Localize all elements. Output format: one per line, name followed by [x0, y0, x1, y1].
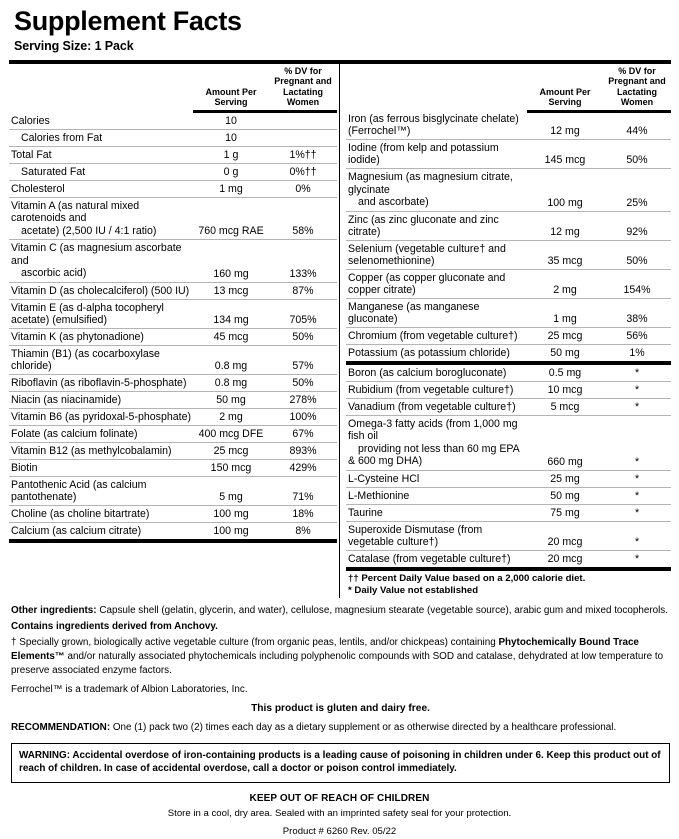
table-header-row [9, 64, 337, 111]
lower-text-block [11, 604, 670, 736]
allergen-statement: Contains ingredients derived from Anchovy. [11, 620, 218, 632]
nutrient-daily-value: * [603, 550, 671, 569]
header-amount-line1: Amount Per [539, 86, 591, 97]
nutrient-name-line2: acetate) (2,500 IU / 4:1 ratio) [21, 224, 157, 237]
table-row [9, 442, 337, 459]
nutrient-name-line2: ascorbic acid) [21, 267, 87, 280]
nutrient-daily-value: * [603, 470, 671, 487]
nutrient-daily-value: 67% [269, 425, 337, 442]
header-dv-line3: Lactating Women [282, 86, 323, 107]
dagger-footnote-part1: † Specially grown, biologically active vegetable culture (from organic peas, lentils, and/or chickpeas) containing [11, 636, 499, 648]
nutrient-name: Catalase (from vegetable culture†) [346, 550, 527, 569]
nutrient-name: Saturated Fat [9, 163, 193, 180]
nutrient-name: Taurine [346, 504, 527, 521]
nutrient-daily-value: 92% [603, 211, 671, 240]
table-footnotes [346, 571, 671, 598]
nutrient-daily-value: * [603, 398, 671, 415]
nutrient-amount: 160 mg [193, 240, 269, 283]
nutrient-amount: 100 mg [527, 169, 603, 212]
nutrient-daily-value: 1% [603, 344, 671, 363]
right-nutrient-table [346, 64, 671, 570]
nutrient-name: Vitamin D (as cholecalciferol) (500 IU) [9, 282, 193, 299]
nutrient-name [9, 240, 193, 283]
nutrient-daily-value: * [603, 504, 671, 521]
nutrient-name: Zinc (as zinc gluconate and zinc citrate) [346, 211, 527, 240]
nutrient-amount: 2 mg [193, 408, 269, 425]
nutrient-amount: 45 mcg [193, 328, 269, 345]
nutrient-amount: 400 mcg DFE [193, 425, 269, 442]
nutrient-name [346, 169, 527, 212]
nutrient-daily-value: 8% [269, 522, 337, 541]
table-row [9, 146, 337, 163]
nutrient-daily-value: 87% [269, 282, 337, 299]
nutrient-name: Iron (as ferrous bisglycinate chelate) (Ferrochel™) [346, 111, 527, 140]
nutrient-amount: 25 mg [527, 470, 603, 487]
table-row [9, 408, 337, 425]
header-amount-line1: Amount Per [205, 86, 257, 97]
nutrient-name: Calcium (as calcium citrate) [9, 522, 193, 541]
table-row [346, 240, 671, 269]
nutrient-name: Vitamin K (as phytonadione) [9, 328, 193, 345]
table-row [346, 269, 671, 298]
table-row [346, 550, 671, 569]
nutrient-daily-value: 50% [269, 328, 337, 345]
nutrient-amount: 50 mg [193, 391, 269, 408]
nutrient-name: Copper (as copper gluconate and copper citrate) [346, 269, 527, 298]
nutrient-daily-value: 278% [269, 391, 337, 408]
serving-size: Serving Size: 1 Pack [14, 39, 134, 54]
header-amount-per-serving [193, 64, 269, 111]
nutrient-name [346, 415, 527, 470]
table-row [9, 328, 337, 345]
other-ingredients [11, 604, 670, 618]
dagger-footnote-part2: and/or naturally associated phytochemicals including polyphenolic compounds with SOD and catalase, dehydrated at low temperature to preserve associated enzyme factors. [11, 650, 664, 676]
nutrient-daily-value: 44% [603, 111, 671, 140]
nutrient-name: Rubidium (from vegetable culture†) [346, 381, 527, 398]
nutrient-amount: 134 mg [193, 299, 269, 328]
other-ingredients-label: Other ingredients: [11, 604, 97, 616]
table-row [346, 169, 671, 212]
nutrient-amount: 760 mcg RAE [193, 197, 269, 240]
nutrient-name: Pantothenic Acid (as calcium pantothenate) [9, 476, 193, 505]
header-nutrient [9, 64, 193, 111]
header-dv-line2: Pregnant and [608, 76, 666, 87]
nutrient-name-line1: Magnesium (as magnesium citrate, glycinate [348, 171, 513, 196]
header-percent-dv [603, 64, 671, 111]
table-row [9, 299, 337, 328]
trace-elements-trademark: Phytochemically Bound Trace Elements™ [11, 636, 639, 662]
header-amount-line2: Serving [548, 96, 582, 107]
product-number: Product # 6260 Rev. 05/22 [282, 825, 397, 837]
table-row [9, 111, 337, 129]
nutrient-amount: 10 mcg [527, 381, 603, 398]
nutrient-daily-value: 893% [269, 442, 337, 459]
header-dv-line2: Pregnant and [274, 76, 332, 87]
nutrient-amount: 12 mg [527, 111, 603, 140]
nutrient-amount: 0 g [193, 163, 269, 180]
nutrient-daily-value: 0% [269, 180, 337, 197]
nutrient-daily-value: * [603, 521, 671, 550]
table-row [346, 344, 671, 363]
nutrient-name: Choline (as choline bitartrate) [9, 505, 193, 522]
table-row [346, 211, 671, 240]
dagger-footnote [11, 636, 670, 678]
nutrient-amount: 12 mg [527, 211, 603, 240]
nutrient-amount: 2 mg [527, 269, 603, 298]
nutrient-name: Superoxide Dismutase (from vegetable culture†) [346, 521, 527, 550]
nutrient-amount: 145 mcg [527, 140, 603, 169]
nutrient-name: L-Methionine [346, 487, 527, 504]
nutrient-amount: 5 mcg [527, 398, 603, 415]
table-row [346, 521, 671, 550]
nutrient-daily-value: 38% [603, 298, 671, 327]
left-nutrient-table [9, 64, 337, 542]
nutrient-daily-value: 56% [603, 327, 671, 344]
nutrient-name: Vanadium (from vegetable culture†) [346, 398, 527, 415]
nutrient-amount: 150 mcg [193, 459, 269, 476]
nutrient-amount: 25 mcg [527, 327, 603, 344]
nutrient-daily-value: 154% [603, 269, 671, 298]
table-row [9, 522, 337, 541]
footnote-double-dagger: †† Percent Daily Value based on a 2,000 calorie diet. [348, 572, 586, 584]
nutrient-amount: 0.5 mg [527, 363, 603, 382]
nutrient-name: Calories from Fat [9, 129, 193, 146]
table-row [346, 381, 671, 398]
nutrient-name [9, 197, 193, 240]
storage-instructions: Store in a cool, dry area. Sealed with an imprinted safety seal for your protection. [167, 807, 512, 819]
nutrient-daily-value: 0%†† [269, 163, 337, 180]
nutrient-name: Iodine (from kelp and potassium iodide) [346, 140, 527, 169]
nutrient-daily-value: 429% [269, 459, 337, 476]
table-row [346, 470, 671, 487]
keep-out-of-reach: KEEP OUT OF REACH OF CHILDREN [249, 793, 430, 805]
nutrient-amount: 100 mg [193, 522, 269, 541]
nutrient-daily-value: 133% [269, 240, 337, 283]
recommendation [11, 721, 670, 735]
nutrient-amount: 50 mg [527, 487, 603, 504]
table-row [9, 282, 337, 299]
nutrient-amount: 13 mcg [193, 282, 269, 299]
nutrient-daily-value: 57% [269, 345, 337, 374]
nutrient-amount: 35 mcg [527, 240, 603, 269]
nutrient-name: Thiamin (B1) (as cocarboxylase chloride) [9, 345, 193, 374]
facts-column-left [9, 64, 340, 597]
table-row [346, 415, 671, 470]
nutrient-amount: 660 mg [527, 415, 603, 470]
nutrient-daily-value: * [603, 487, 671, 504]
nutrient-amount: 10 [193, 129, 269, 146]
nutrient-name: Boron (as calcium borogluconate) [346, 363, 527, 382]
nutrient-daily-value: * [603, 381, 671, 398]
nutrient-amount: 0.8 mg [193, 374, 269, 391]
table-row [9, 391, 337, 408]
nutrient-daily-value: 71% [269, 476, 337, 505]
table-row [9, 345, 337, 374]
table-row [9, 374, 337, 391]
nutrient-daily-value: 50% [603, 240, 671, 269]
nutrient-amount: 5 mg [193, 476, 269, 505]
nutrient-daily-value: 1%†† [269, 146, 337, 163]
nutrient-amount: 0.8 mg [193, 345, 269, 374]
table-row [346, 327, 671, 344]
recommendation-label: RECOMMENDATION: [11, 722, 111, 734]
header-dv-line1: % DV for [618, 66, 656, 77]
nutrient-name: Vitamin B12 (as methylcobalamin) [9, 442, 193, 459]
nutrient-daily-value: 18% [269, 505, 337, 522]
nutrient-name: Total Fat [9, 146, 193, 163]
nutrient-amount: 50 mg [527, 344, 603, 363]
gluten-dairy-free-statement: This product is gluten and dairy free. [251, 702, 430, 714]
nutrient-name-line1: Vitamin C (as magnesium ascorbate and [11, 242, 182, 267]
header-dv-line3: Lactating Women [616, 86, 657, 107]
nutrient-name: Folate (as calcium folinate) [9, 425, 193, 442]
nutrient-name: Biotin [9, 459, 193, 476]
nutrient-amount: 10 [193, 111, 269, 129]
nutrient-amount: 25 mcg [193, 442, 269, 459]
nutrient-amount: 1 mg [527, 298, 603, 327]
nutrient-amount: 1 g [193, 146, 269, 163]
table-row [9, 163, 337, 180]
header-amount-per-serving [527, 64, 603, 111]
ferrochel-trademark: Ferrochel™ is a trademark of Albion Laboratories, Inc. [11, 683, 248, 695]
header-percent-dv [269, 64, 337, 111]
nutrient-name-line1: Vitamin A (as natural mixed carotenoids and [11, 199, 140, 225]
nutrient-daily-value: 50% [603, 140, 671, 169]
nutrient-amount: 100 mg [193, 505, 269, 522]
nutrient-daily-value: * [603, 363, 671, 382]
table-row [9, 197, 337, 240]
nutrient-name: L-Cysteine HCl [346, 470, 527, 487]
facts-column-right [340, 64, 671, 597]
table-row [9, 425, 337, 442]
table-row [346, 363, 671, 382]
nutrient-name: Riboflavin (as riboflavin-5-phosphate) [9, 374, 193, 391]
recommendation-text: One (1) pack two (2) times each day as a dietary supplement or as otherwise directed by a healthcare professional. [110, 722, 617, 734]
header-nutrient [346, 64, 527, 111]
nutrient-amount: 20 mcg [527, 550, 603, 569]
footnote-star: * Daily Value not established [348, 585, 479, 597]
nutrient-daily-value: 58% [269, 197, 337, 240]
other-ingredients-text: Capsule shell (gelatin, glycerin, and water), cellulose, magnesium stearate (vegetable source), arabic gum and mixed tocopherols. [96, 604, 668, 616]
nutrient-daily-value: 705% [269, 299, 337, 328]
table-row [346, 111, 671, 140]
table-row [346, 298, 671, 327]
nutrition-facts-table [9, 60, 671, 597]
nutrient-name: Vitamin B6 (as pyridoxal-5-phosphate) [9, 408, 193, 425]
table-row [9, 240, 337, 283]
page-title: Supplement Facts [14, 6, 242, 36]
header-amount-line2: Serving [214, 96, 248, 107]
nutrient-name: Calories [9, 111, 193, 129]
warning-box [11, 743, 670, 784]
table-row [9, 459, 337, 476]
nutrient-daily-value: * [603, 415, 671, 470]
nutrient-name: Manganese (as manganese gluconate) [346, 298, 527, 327]
nutrient-daily-value [269, 111, 337, 129]
nutrient-name-line1: Omega-3 fatty acids (from 1,000 mg fish oil [348, 417, 518, 443]
table-row [346, 504, 671, 521]
table-row [346, 140, 671, 169]
table-header-row [346, 64, 671, 111]
nutrient-name-line2: providing not less than 60 mg EPA & 600 mg DHA) [348, 442, 520, 468]
warning-text: WARNING: Accidental overdose of iron-containing products is a leading cause of poisoning in children under 6. Keep this product out of reach of children. In case of accidental overdose, call a doctor or poison control immediately. [19, 749, 661, 775]
table-row [9, 505, 337, 522]
nutrient-name: Niacin (as niacinamide) [9, 391, 193, 408]
nutrient-amount: 75 mg [527, 504, 603, 521]
nutrient-name-line2: and ascorbate) [358, 196, 429, 209]
nutrient-daily-value [269, 129, 337, 146]
nutrient-name: Vitamin E (as d-alpha tocopheryl acetate) (emulsified) [9, 299, 193, 328]
table-row [9, 180, 337, 197]
nutrient-daily-value: 25% [603, 169, 671, 212]
table-row [346, 398, 671, 415]
nutrient-daily-value: 50% [269, 374, 337, 391]
table-row [346, 487, 671, 504]
nutrient-name: Potassium (as potassium chloride) [346, 344, 527, 363]
header-dv-line1: % DV for [284, 66, 322, 77]
table-row [9, 129, 337, 146]
nutrient-daily-value: 100% [269, 408, 337, 425]
nutrient-amount: 1 mg [193, 180, 269, 197]
nutrient-name: Chromium (from vegetable culture†) [346, 327, 527, 344]
nutrient-name: Selenium (vegetable culture† and selenomethionine) [346, 240, 527, 269]
nutrient-amount: 20 mcg [527, 521, 603, 550]
footer-block [0, 792, 679, 838]
nutrient-name: Cholesterol [9, 180, 193, 197]
table-row [9, 476, 337, 505]
